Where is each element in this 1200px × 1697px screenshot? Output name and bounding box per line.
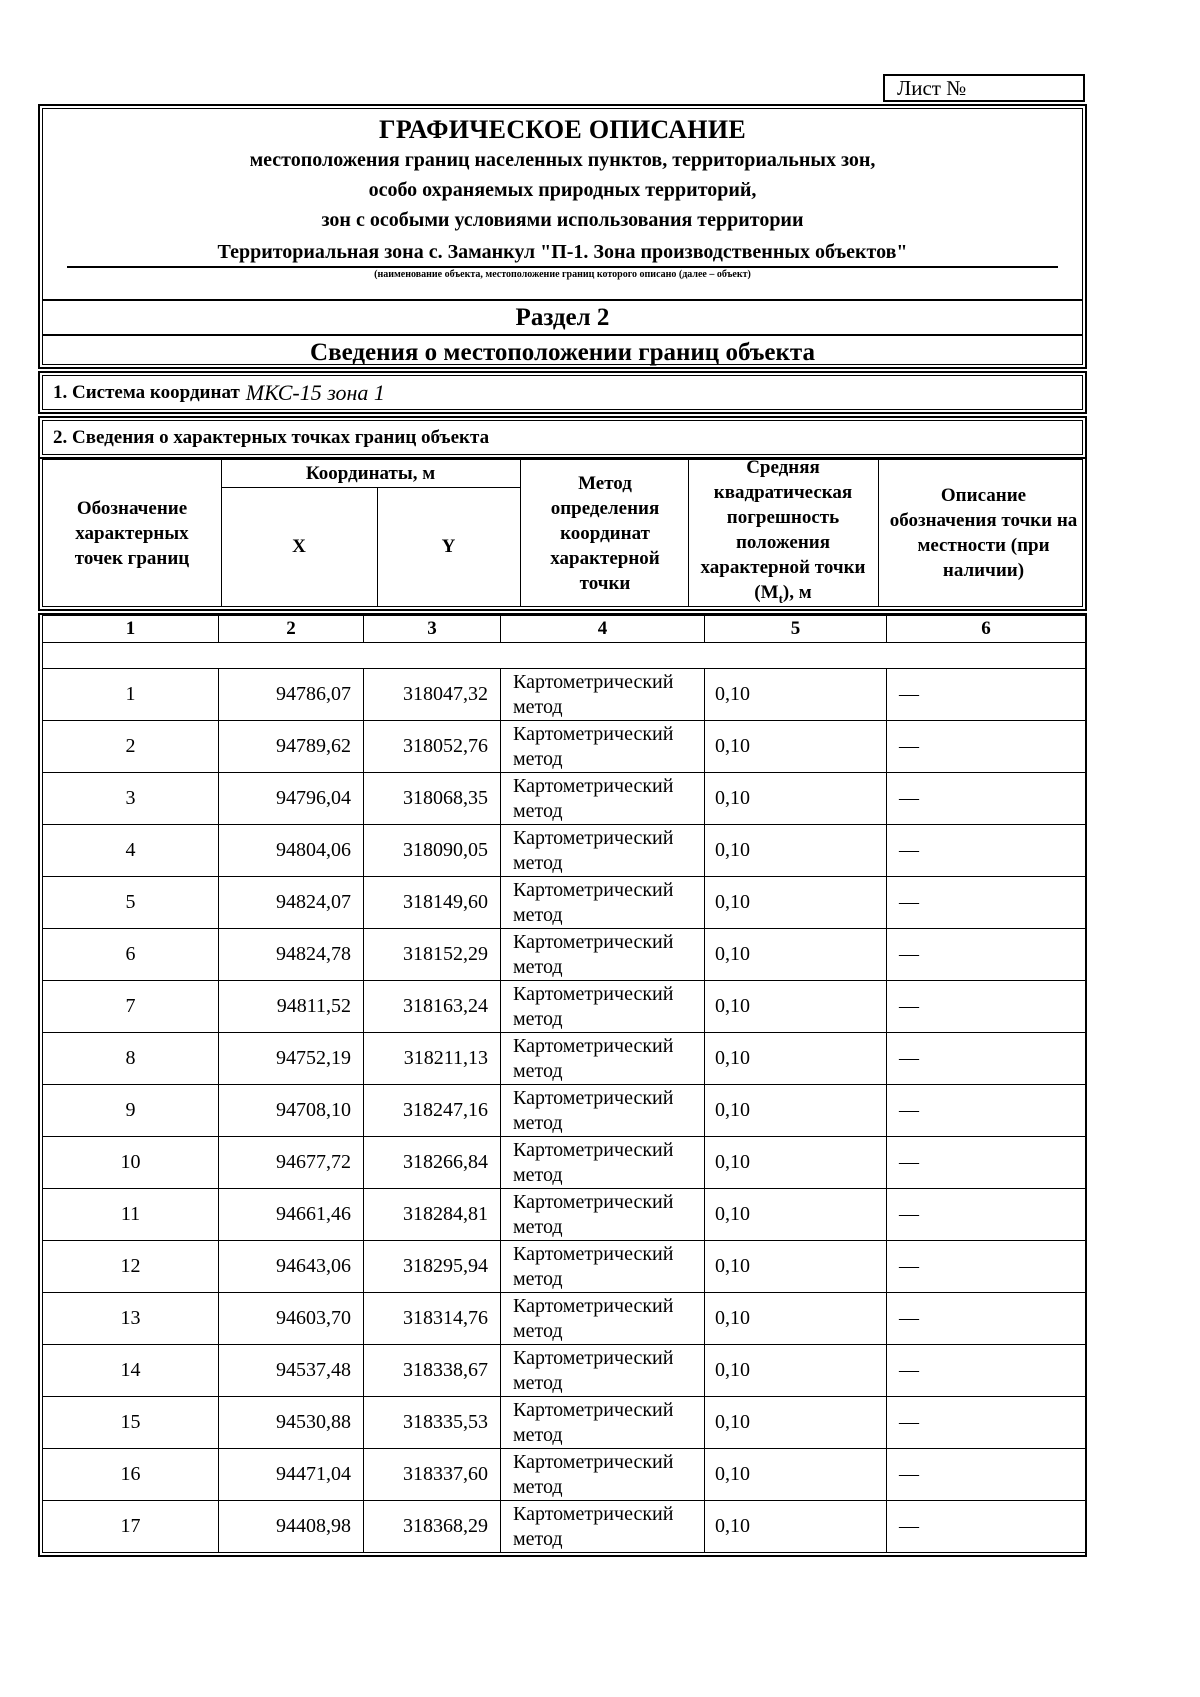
method-cell <box>501 929 705 981</box>
method-cell <box>501 1293 705 1345</box>
error-cell: 0,10 <box>705 773 887 825</box>
column-number: 2 <box>219 616 364 643</box>
x-coordinate-cell: 94824,78 <box>219 929 364 981</box>
table-row <box>43 1397 1086 1449</box>
method-line-2: метод <box>513 695 563 718</box>
document-subtitle-line-2: особо охраняемых природных территорий, <box>368 179 757 201</box>
error-cell: 0,10 <box>705 1501 887 1553</box>
y-coordinate-cell: 318247,16 <box>364 1085 501 1137</box>
method-cell <box>501 1345 705 1397</box>
x-coordinate-cell: 94661,46 <box>219 1189 364 1241</box>
coordinate-system-row <box>38 371 1087 414</box>
column-number: 4 <box>501 616 705 643</box>
description-cell: — <box>887 1189 1086 1241</box>
description-cell: — <box>887 1449 1086 1501</box>
section-title: Сведения о местоположении границ объекта <box>43 334 1082 370</box>
coordinate-system-label: 1. Система координат <box>53 381 240 403</box>
method-cell <box>501 721 705 773</box>
table-row <box>43 1189 1086 1241</box>
empty-row <box>43 643 1086 669</box>
point-number-cell: 14 <box>43 1345 219 1397</box>
table-row <box>43 1137 1086 1189</box>
x-coordinate-cell: 94811,52 <box>219 981 364 1033</box>
point-number-cell: 9 <box>43 1085 219 1137</box>
method-line-1: Картометрический <box>513 982 674 1005</box>
header-y: Y <box>441 536 456 557</box>
method-line-1: Картометрический <box>513 1346 674 1369</box>
method-line-1: Картометрический <box>513 1086 674 1109</box>
table-row <box>43 1241 1086 1293</box>
method-line-2: метод <box>513 1423 563 1446</box>
method-line-2: метод <box>513 851 563 874</box>
description-cell: — <box>887 929 1086 981</box>
document-subtitle-line-3: зон с особыми условиями использования территории <box>321 209 804 231</box>
description-cell: — <box>887 877 1086 929</box>
column-number: 5 <box>705 616 887 643</box>
header-error-text: Средняя квадратическая погрешность положения характерной точки $(M_t)$, м <box>700 457 866 606</box>
method-line-2: метод <box>513 1475 563 1498</box>
error-cell: 0,10 <box>705 1033 887 1085</box>
description-cell: — <box>887 669 1086 721</box>
error-cell: 0,10 <box>705 721 887 773</box>
point-number-cell: 2 <box>43 721 219 773</box>
x-coordinate-cell: 94824,07 <box>219 877 364 929</box>
coordinate-system-row-inner <box>42 375 1083 410</box>
point-number-cell: 8 <box>43 1033 219 1085</box>
method-line-2: метод <box>513 1215 563 1238</box>
x-coordinate-cell: 94708,10 <box>219 1085 364 1137</box>
sheet-number-label: Лист № <box>897 76 967 100</box>
method-line-1: Картометрический <box>513 722 674 745</box>
y-coordinate-cell: 318284,81 <box>364 1189 501 1241</box>
points-section-title: 2. Сведения о характерных точках границ объекта <box>53 426 490 448</box>
error-cell: 0,10 <box>705 877 887 929</box>
method-cell <box>501 981 705 1033</box>
error-cell: 0,10 <box>705 1293 887 1345</box>
y-coordinate-cell: 318163,24 <box>364 981 501 1033</box>
description-cell: — <box>887 1241 1086 1293</box>
method-cell <box>501 1085 705 1137</box>
error-cell: 0,10 <box>705 825 887 877</box>
description-cell: — <box>887 721 1086 773</box>
document-title: ГРАФИЧЕСКОЕ ОПИСАНИЕ <box>379 115 746 144</box>
method-cell <box>501 773 705 825</box>
description-cell: — <box>887 981 1086 1033</box>
y-coordinate-cell: 318052,76 <box>364 721 501 773</box>
section-number: Раздел 2 <box>43 299 1082 335</box>
document-header <box>38 104 1087 369</box>
table-row <box>43 773 1086 825</box>
description-cell: — <box>887 773 1086 825</box>
description-cell: — <box>887 1137 1086 1189</box>
points-table <box>38 613 1087 1557</box>
column-number: 3 <box>364 616 501 643</box>
table-row <box>43 1345 1086 1397</box>
x-coordinate-cell: 94530,88 <box>219 1397 364 1449</box>
method-line-2: метод <box>513 1059 563 1082</box>
point-number-cell: 12 <box>43 1241 219 1293</box>
point-number-cell: 11 <box>43 1189 219 1241</box>
y-coordinate-cell: 318368,29 <box>364 1501 501 1553</box>
object-name: Территориальная зона с. Заманкул "П-1. Зона производственных объектов" <box>67 241 1058 268</box>
y-coordinate-cell: 318211,13 <box>364 1033 501 1085</box>
table-row <box>43 669 1086 721</box>
method-line-2: метод <box>513 1527 563 1550</box>
error-cell: 0,10 <box>705 1137 887 1189</box>
coordinate-system-value: МКС-15 зона 1 <box>245 379 385 405</box>
header-divider <box>878 460 879 606</box>
sheet-number-box <box>883 74 1085 102</box>
empty-cell <box>43 643 1086 669</box>
points-table-grid <box>42 615 1086 1553</box>
points-section-row-inner <box>42 420 1083 455</box>
method-line-1: Картометрический <box>513 670 674 693</box>
points-table-header-inner <box>42 459 1083 607</box>
error-cell: 0,10 <box>705 1085 887 1137</box>
method-line-2: метод <box>513 903 563 926</box>
method-cell <box>501 825 705 877</box>
point-number-cell: 13 <box>43 1293 219 1345</box>
method-cell <box>501 877 705 929</box>
y-coordinate-cell: 318295,94 <box>364 1241 501 1293</box>
method-line-1: Картометрический <box>513 1294 674 1317</box>
table-row <box>43 1501 1086 1553</box>
method-cell <box>501 1241 705 1293</box>
method-cell <box>501 1501 705 1553</box>
method-cell <box>501 669 705 721</box>
error-cell: 0,10 <box>705 1449 887 1501</box>
method-line-1: Картометрический <box>513 774 674 797</box>
method-cell <box>501 1449 705 1501</box>
x-coordinate-cell: 94603,70 <box>219 1293 364 1345</box>
y-coordinate-cell: 318335,53 <box>364 1397 501 1449</box>
description-cell: — <box>887 1293 1086 1345</box>
y-coordinate-cell: 318090,05 <box>364 825 501 877</box>
description-cell: — <box>887 1397 1086 1449</box>
error-cell: 0,10 <box>705 929 887 981</box>
header-method: Метод определения координат характерной точки <box>550 472 660 594</box>
x-coordinate-cell: 94796,04 <box>219 773 364 825</box>
x-coordinate-cell: 94752,19 <box>219 1033 364 1085</box>
method-line-1: Картометрический <box>513 930 674 953</box>
column-number: 1 <box>43 616 219 643</box>
point-number-cell: 10 <box>43 1137 219 1189</box>
method-line-1: Картометрический <box>513 1242 674 1265</box>
error-cell: 0,10 <box>705 1397 887 1449</box>
method-line-2: метод <box>513 1267 563 1290</box>
column-number-row <box>43 616 1086 643</box>
method-line-1: Картометрический <box>513 1190 674 1213</box>
error-cell: 0,10 <box>705 981 887 1033</box>
method-line-1: Картометрический <box>513 1034 674 1057</box>
x-coordinate-cell: 94537,48 <box>219 1345 364 1397</box>
table-row <box>43 981 1086 1033</box>
method-line-2: метод <box>513 955 563 978</box>
x-coordinate-cell: 94677,72 <box>219 1137 364 1189</box>
table-row <box>43 1449 1086 1501</box>
y-coordinate-cell: 318152,29 <box>364 929 501 981</box>
header-x: X <box>292 536 306 557</box>
method-line-2: метод <box>513 1371 563 1394</box>
error-cell: 0,10 <box>705 1189 887 1241</box>
point-number-cell: 4 <box>43 825 219 877</box>
object-name-caption: (наименование объекта, местоположение границ которого описано (далее – объект) <box>374 269 751 280</box>
point-number-cell: 3 <box>43 773 219 825</box>
column-number: 6 <box>887 616 1086 643</box>
method-cell <box>501 1189 705 1241</box>
header-divider <box>688 460 689 606</box>
y-coordinate-cell: 318314,76 <box>364 1293 501 1345</box>
method-line-1: Картометрический <box>513 1450 674 1473</box>
document-subtitle-line-1: местоположения границ населенных пунктов, территориальных зон, <box>249 149 876 171</box>
point-number-cell: 7 <box>43 981 219 1033</box>
x-coordinate-cell: 94471,04 <box>219 1449 364 1501</box>
x-coordinate-cell: 94804,06 <box>219 825 364 877</box>
point-number-cell: 17 <box>43 1501 219 1553</box>
method-line-2: метод <box>513 1163 563 1186</box>
y-coordinate-cell: 318266,84 <box>364 1137 501 1189</box>
x-coordinate-cell: 94789,62 <box>219 721 364 773</box>
description-cell: — <box>887 1501 1086 1553</box>
error-cell: 0,10 <box>705 669 887 721</box>
description-cell: — <box>887 1345 1086 1397</box>
method-cell <box>501 1137 705 1189</box>
method-line-2: метод <box>513 1007 563 1030</box>
method-line-1: Картометрический <box>513 1502 674 1525</box>
header-coordinates: Координаты, м <box>305 463 436 484</box>
points-table-header <box>38 459 1087 611</box>
method-line-1: Картометрический <box>513 826 674 849</box>
header-point-designation: Обозначение характерных точек границ <box>74 497 190 569</box>
x-coordinate-cell: 94643,06 <box>219 1241 364 1293</box>
y-coordinate-cell: 318047,32 <box>364 669 501 721</box>
header-error <box>692 457 874 606</box>
error-cell: 0,10 <box>705 1345 887 1397</box>
method-line-1: Картометрический <box>513 878 674 901</box>
table-row <box>43 1033 1086 1085</box>
table-row <box>43 1293 1086 1345</box>
y-coordinate-cell: 318149,60 <box>364 877 501 929</box>
method-cell <box>501 1033 705 1085</box>
error-cell: 0,10 <box>705 1241 887 1293</box>
table-row <box>43 825 1086 877</box>
method-line-2: метод <box>513 1319 563 1342</box>
description-cell: — <box>887 1085 1086 1137</box>
document-header-inner <box>42 108 1083 365</box>
x-coordinate-cell: 94408,98 <box>219 1501 364 1553</box>
point-number-cell: 16 <box>43 1449 219 1501</box>
method-cell <box>501 1397 705 1449</box>
header-divider <box>520 460 521 606</box>
header-description: Описание обозначения точки на местности (при наличии) <box>889 485 1078 581</box>
method-line-1: Картометрический <box>513 1398 674 1421</box>
description-cell: — <box>887 825 1086 877</box>
method-line-2: метод <box>513 1111 563 1134</box>
y-coordinate-cell: 318337,60 <box>364 1449 501 1501</box>
x-coordinate-cell: 94786,07 <box>219 669 364 721</box>
description-cell: — <box>887 1033 1086 1085</box>
point-number-cell: 6 <box>43 929 219 981</box>
y-coordinate-cell: 318338,67 <box>364 1345 501 1397</box>
table-row <box>43 1085 1086 1137</box>
point-number-cell: 5 <box>43 877 219 929</box>
table-row <box>43 721 1086 773</box>
method-line-2: метод <box>513 799 563 822</box>
point-number-cell: 15 <box>43 1397 219 1449</box>
y-coordinate-cell: 318068,35 <box>364 773 501 825</box>
table-row <box>43 877 1086 929</box>
points-section-row <box>38 416 1087 459</box>
point-number-cell: 1 <box>43 669 219 721</box>
method-line-1: Картометрический <box>513 1138 674 1161</box>
method-line-2: метод <box>513 747 563 770</box>
table-row <box>43 929 1086 981</box>
